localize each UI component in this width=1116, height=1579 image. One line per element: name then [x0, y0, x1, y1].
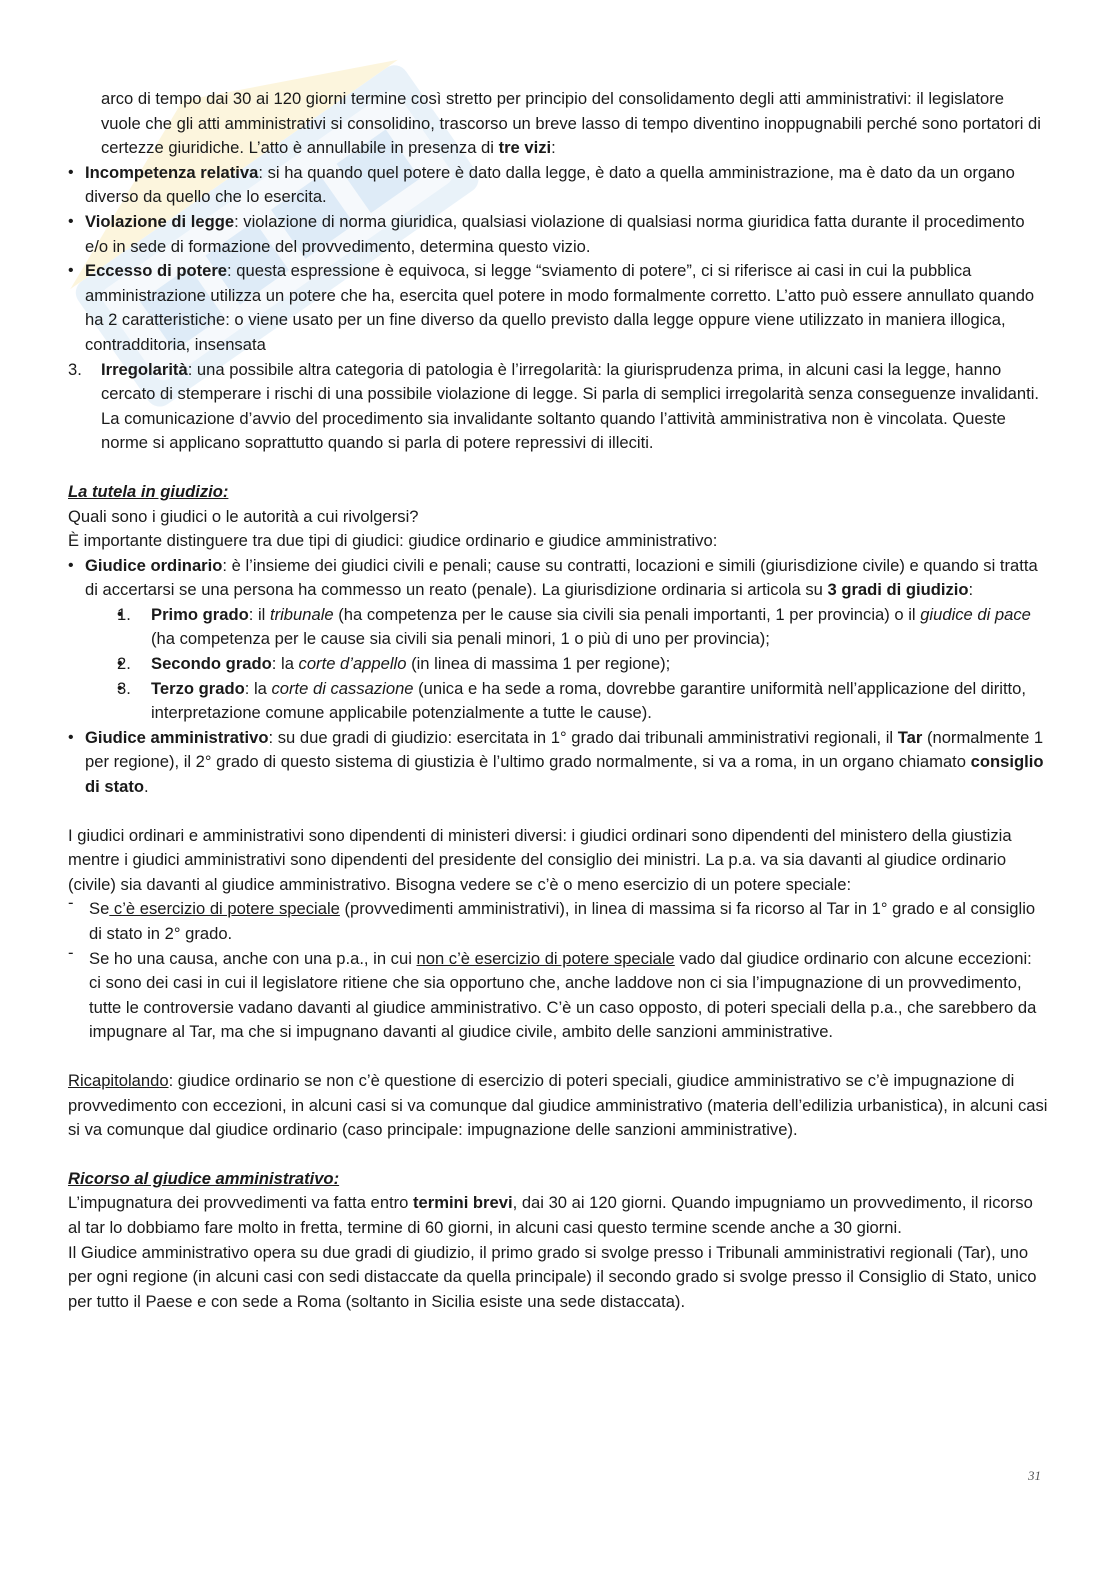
- text-line: arco di tempo dai 30 ai 120 giorni termine così stretto per principio del consolidamento degli atti amministrativi:: [101, 89, 912, 108]
- list-item-irregolarita: [68, 358, 1048, 456]
- item-text: (unica e ha sede a roma, dovrebbe garantire uniformità nell’applicazione del diritto, interpretazione comune applicabile potenzialmente a tutte le cause).: [151, 678, 1027, 723]
- item-text: (ha competenza per le cause sia civili sia penali minori, 1 o più di uno per provincia);: [151, 629, 770, 649]
- giudici-list: [68, 554, 1048, 800]
- item-text: (in linea di massima 1 per regione);: [406, 654, 671, 674]
- list-item-secondo-grado: [117, 652, 1048, 677]
- punctuation: :: [551, 138, 556, 158]
- tre-vizi-term: tre vizi: [498, 138, 552, 158]
- term: termini brevi: [412, 1193, 513, 1213]
- text-line: inoppugnabili perché sono portatori di certezze giuridiche. L’atto è annullabile in presenza di: [101, 113, 1041, 158]
- item-text: : una possibile altra categoria di patologia è l’irregolarità: la giurisprudenza prima, in alcuni casi la legge, hanno cercato di stemperare i rischi di una possibile violazione di legge. Si parla di semplici irregolarità senza conseguenze invalidanti. La comunicazione d’avvio del procedimento sia invalidante soltanto quando l’attività amministrativa non è vincolata. Queste norme si applicano soprattutto quando si parla di potere repressivi di illeciti.: [101, 359, 1040, 453]
- term: Primo grado: [151, 604, 249, 624]
- item-text: (ha competenza per le cause sia civili sia penali importanti, 1 per provincia) o il: [333, 604, 921, 624]
- list-item-eccesso: [68, 259, 1048, 357]
- list-item-violazione: [68, 210, 1048, 259]
- vizi-list: [68, 161, 1048, 358]
- term: Irregolarità: [101, 359, 188, 379]
- list-number: 3.: [68, 359, 82, 379]
- list-item-primo-grado: [117, 603, 1048, 652]
- item-text: : la: [244, 678, 272, 698]
- list-item-con-potere: [68, 893, 1048, 946]
- item-text: (provvedimenti amministrativi), in linea di massima si fa ricorso al Tar in 1° grado e al consiglio di stato in 2° grado.: [89, 899, 1036, 943]
- section-heading: La tutela in giudizio:: [68, 481, 229, 501]
- term: Giudice ordinario: [85, 555, 223, 575]
- item-text: : è l’insieme dei giudici civili e penali; cause su contratti, locazioni e simili (giurisdizione civile) e quando si tratta di accertarsi se una persona ha commesso un reato (penale). La giurisdizione ordinaria si articola su: [85, 555, 1038, 600]
- italic-term: tribunale: [269, 604, 334, 624]
- punctuation: .: [144, 777, 149, 797]
- paragraph: Il Giudice amministrativo opera su due gradi di giudizio, il primo grado si svolge presso i Tribunali amministrativi regionali (Tar), uno per ogni regione (in alcuni casi con sedi distaccate da quella principale) il secondo grado si svolge presso il Consiglio di Stato, unico per tutto il Paese e con sede a Roma (soltanto in Sicilia esiste una sede distaccata).: [68, 1242, 1037, 1311]
- item-text: Se: [89, 899, 110, 919]
- paragraph-text: L’impugnatura dei provvedimenti va fatta entro: [68, 1193, 413, 1213]
- section-heading: Ricorso al giudice amministrativo:: [68, 1168, 340, 1188]
- term: Eccesso di potere: [85, 261, 228, 281]
- dash-marker: -: [68, 942, 74, 962]
- item-text: : su due gradi di giudizio: esercitata in 1° grado dai tribunali amministrativi regionali, il: [268, 727, 898, 747]
- term: Secondo grado: [151, 654, 272, 674]
- item-text: : la: [271, 654, 299, 674]
- paragraph: È importante distinguere tra due tipi di giudici: giudice ordinario e giudice amministrativo:: [68, 531, 718, 551]
- list-item-incompetenza: [68, 161, 1048, 210]
- underlined-text: Ricapitolando: [68, 1070, 169, 1090]
- term: Giudice amministrativo: [85, 727, 269, 747]
- item-text: Se ho una causa, anche con una p.a., in cui: [89, 948, 417, 968]
- paragraph: I giudici ordinari e amministrativi sono dipendenti di ministeri diversi: i giudici ordinari sono dipendenti del ministero della giustizia mentre i giudici amministrativi sono dipendenti del presidente del consiglio dei ministri. La p.a. va sia davanti al giudice ordinario (civile) sia davanti al giudice amministrativo. Bisogna vedere se c’è o meno esercizio di un potere speciale:: [68, 825, 1012, 894]
- list-number: • 1.: [117, 604, 131, 624]
- list-item-giudice-ordinario: [68, 554, 1048, 726]
- gradi-list: [117, 603, 1048, 726]
- list-item-senza-potere: [68, 942, 1048, 1045]
- recap-paragraph: [68, 1069, 1048, 1143]
- term: Incompetenza relativa: [85, 162, 259, 182]
- document-body: [68, 87, 1048, 1314]
- list-item-giudice-amministrativo: [68, 726, 1048, 800]
- italic-term: corte d’appello: [298, 654, 407, 674]
- italic-term: corte di cassazione: [271, 678, 414, 698]
- term: consiglio di stato: [85, 752, 1044, 797]
- list-item-terzo-grado: [117, 677, 1048, 726]
- underlined-text: c’è esercizio di potere speciale: [109, 899, 340, 919]
- term: 3 gradi di giudizio: [827, 580, 969, 600]
- item-text: : si ha quando quel potere è dato dalla legge, è dato a quella amministrazione, ma è dato da un organo diverso da quello che lo esercita.: [85, 162, 1015, 207]
- paragraph-text: : giudice ordinario se non c’è questione di esercizio di poteri speciali, giudice amministrativo se c’è impugnazione di provvedimento con eccezioni, in alcuni casi si va comunque dal giudice amministrativo (materia dell’edilizia urbanistica), in alcuni casi si va comunque dal giudice ordinario (caso principale: impugnazione delle sanzioni amministrative).: [68, 1070, 1048, 1140]
- text-line: il legislatore vuole che gli atti amministrativi si consolidino, trascorso un breve lasso di tempo diventino: [101, 89, 1004, 133]
- item-text: (normalmente 1 per regione), il 2° grado di questo sistema di giustizia è l’ultimo grado normalmente, si va a roma, in un organo chiamato: [85, 727, 1044, 772]
- continuation-paragraph: [101, 87, 1048, 161]
- item-text: : questa espressione è equivoca, si legge “sviamento di potere”, ci si riferisce ai casi in cui la pubblica amministrazione utilizza un potere che ha, esercita quel potere in modo formalmente corretto. L’atto può essere annullato quando ha 2 caratteristiche: o viene usato per un fine diverso da quello previsto dalla legge oppure viene utilizzato in maniera illogica, contradditoria, insensata: [85, 261, 1035, 354]
- underlined-text: non c’è esercizio di potere speciale: [416, 948, 675, 968]
- term: Violazione di legge: [85, 211, 235, 231]
- list-number: • 3.: [117, 678, 131, 698]
- item-text: : violazione di norma giuridica, qualsiasi violazione di qualsiasi norma giuridica fatta durante il procedimento e/o in sede di formazione del provvedimento, determina questo vizio.: [85, 211, 1025, 256]
- term: Tar: [897, 727, 923, 747]
- paragraph: Quali sono i giudici o le autorità a cui rivolgersi?: [68, 506, 419, 526]
- paragraph: [68, 1191, 1048, 1240]
- page-number: 31: [1028, 1468, 1041, 1483]
- item-text: vado dal giudice ordinario con alcune eccezioni: ci sono dei casi in cui il legislatore ritiene che sia opportuno che, anche laddove non ci sia l’impugnazione di un provvedimento, tutte le controversie vadano davanti al giudice amministrativo. C’è un caso opposto, di poteri speciali della p.a., che sarebbero da impugnare al Tar, ma che si impugnano davanti al giudice civile, ambito delle sanzioni amministrative.: [89, 948, 1037, 1042]
- dash-marker: -: [68, 893, 74, 913]
- numbered-list-item-3: [68, 358, 1048, 456]
- list-number: • 2.: [117, 654, 131, 674]
- punctuation: :: [968, 580, 974, 600]
- item-text: : il: [248, 604, 270, 624]
- paragraph-text: , dai 30 ai 120 giorni. Quando impugniamo un provvedimento, il ricorso al tar lo dobbiamo fare molto in fretta, termine di 60 giorni, in alcuni casi questo termine scende anche a 30 giorni.: [68, 1193, 1033, 1237]
- italic-term: giudice di pace: [920, 604, 1031, 624]
- potere-speciale-list: [68, 893, 1048, 1045]
- term: Terzo grado: [151, 678, 245, 698]
